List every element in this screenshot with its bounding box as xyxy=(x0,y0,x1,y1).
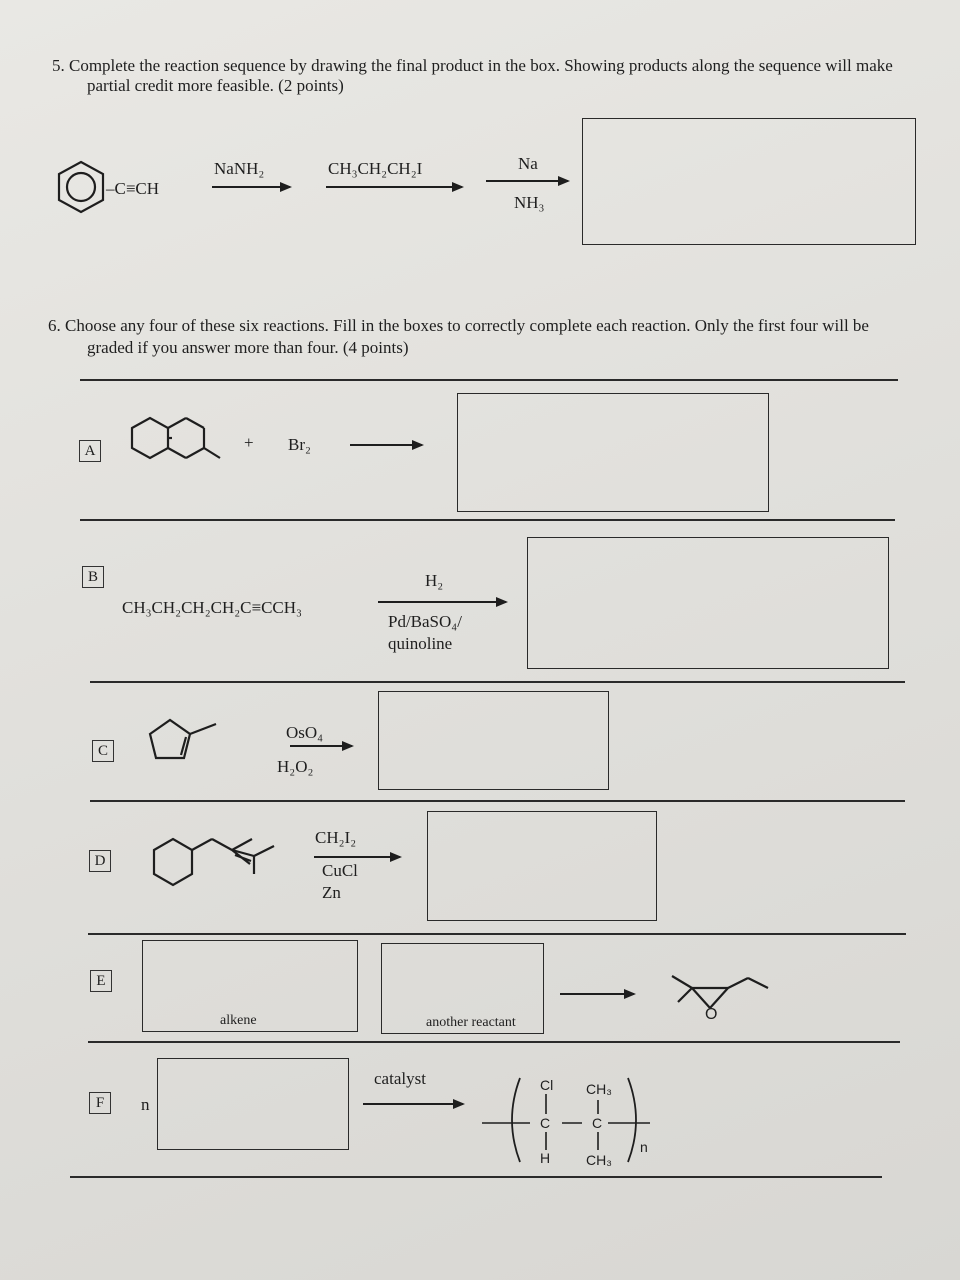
reaction-b-label: B xyxy=(82,566,104,588)
reaction-f-chlorine: Cl xyxy=(540,1077,554,1093)
reaction-e-label: E xyxy=(90,970,112,992)
reaction-c-reagent-h2o2: H₂O₂ xyxy=(277,757,314,776)
reaction-f-carbon-2: C xyxy=(592,1115,603,1131)
q5-arrow-1 xyxy=(212,186,290,188)
reaction-c-arrow xyxy=(290,745,352,747)
reaction-e-epoxide-oxygen: O xyxy=(705,1006,718,1023)
reaction-c-reagent-oso4: OsO₄ xyxy=(286,723,324,742)
reaction-f-reagent-catalyst: catalyst xyxy=(374,1069,426,1088)
reaction-e-alkene-label: alkene xyxy=(220,1013,257,1028)
reaction-f-polymer-structure xyxy=(500,1070,650,1170)
reaction-f-label: F xyxy=(89,1092,111,1114)
q5-instructions-line2: partial credit more feasible. (2 points) xyxy=(87,76,344,95)
divider-line xyxy=(88,933,906,935)
reaction-d-label: D xyxy=(89,850,111,872)
reaction-a-label: A xyxy=(79,440,101,462)
reaction-a-alkene-structure xyxy=(128,414,224,466)
reaction-d-reagent-zn: Zn xyxy=(322,883,341,902)
q5-arrow-3 xyxy=(486,180,568,182)
reaction-f-methyl-bottom: CH₃ xyxy=(586,1152,612,1168)
reaction-f-carbon-1: C xyxy=(540,1115,551,1131)
reaction-b-reagent-quinoline: quinoline xyxy=(388,634,453,653)
reaction-f-arrow xyxy=(363,1103,463,1105)
q6-instructions-line2: graded if you answer more than four. (4 points) xyxy=(87,338,409,357)
reaction-e-epoxide-product-structure xyxy=(668,968,778,1018)
q5-reagent-nanh2: NaNH₂ xyxy=(214,159,265,178)
q5-reagent-nh3: NH₃ xyxy=(514,193,545,212)
divider-line xyxy=(80,519,895,521)
q5-reagent-na: Na xyxy=(518,154,538,173)
reaction-a-plus: + xyxy=(244,433,254,452)
reaction-b-answer-box[interactable] xyxy=(527,537,889,669)
benzene-ring-structure xyxy=(56,160,106,216)
reaction-e-arrow xyxy=(560,993,634,995)
phenylacetylene-label: –C≡CH xyxy=(106,179,160,198)
divider-line xyxy=(88,1041,900,1043)
reaction-a-arrow xyxy=(350,444,422,446)
reaction-c-methylcyclopentene-structure xyxy=(146,714,220,766)
reaction-b-substrate: CH₃CH₂CH₂CH₂C≡CCH₃ xyxy=(122,598,302,617)
reaction-b-reagent-h2: H₂ xyxy=(425,571,444,590)
q5-answer-box[interactable] xyxy=(582,118,916,245)
reaction-f-n-coefficient: n xyxy=(141,1095,150,1114)
reaction-a-answer-box[interactable] xyxy=(457,393,769,512)
reaction-d-alkene-structure xyxy=(150,834,278,894)
reaction-b-arrow xyxy=(378,601,506,603)
divider-line xyxy=(80,379,898,381)
reaction-d-arrow xyxy=(314,856,400,858)
divider-line xyxy=(90,800,905,802)
reaction-f-repeat-n: n xyxy=(640,1139,648,1155)
reaction-e-reactant-label: another reactant xyxy=(426,1015,516,1030)
reaction-c-label: C xyxy=(92,740,114,762)
reaction-f-hydrogen: H xyxy=(540,1150,551,1166)
reaction-b-reagent-catalyst: Pd/BaSO₄/ xyxy=(388,612,462,631)
q5-instructions-line1: 5. Complete the reaction sequence by drawing the final product in the box. Showing products along the sequence will make xyxy=(52,56,893,75)
reaction-d-reagent-ch2i2: CH₂I₂ xyxy=(315,828,357,847)
reaction-d-reagent-cucl: CuCl xyxy=(322,861,358,880)
reaction-d-answer-box[interactable] xyxy=(427,811,657,921)
divider-line xyxy=(70,1176,882,1178)
q5-reagent-propyl-iodide: CH₃CH₂CH₂I xyxy=(328,159,423,178)
q5-arrow-2 xyxy=(326,186,462,188)
reaction-f-monomer-box[interactable] xyxy=(157,1058,349,1150)
reaction-c-answer-box[interactable] xyxy=(378,691,609,790)
q6-instructions-line1: 6. Choose any four of these six reactions. Fill in the boxes to correctly complete each reaction. Only the first four will be xyxy=(48,316,869,335)
reaction-f-methyl-top: CH₃ xyxy=(586,1081,612,1097)
divider-line xyxy=(90,681,905,683)
reaction-a-reagent-br2: Br₂ xyxy=(288,435,311,454)
